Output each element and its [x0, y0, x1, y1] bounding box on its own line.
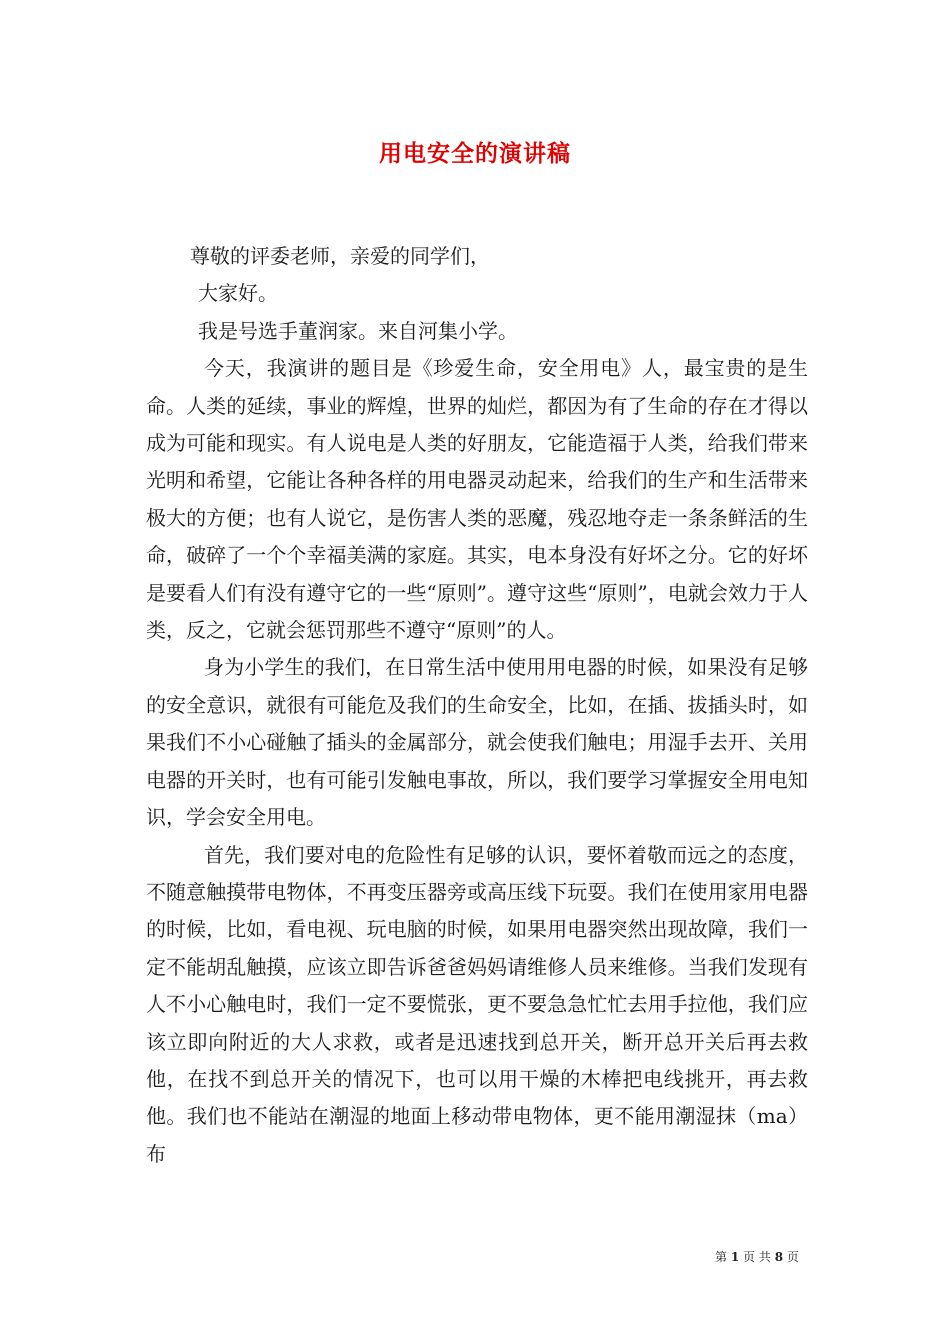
total-pages: 8 — [774, 1250, 784, 1264]
page-mid: 页 共 — [743, 1250, 771, 1264]
self-introduction: 我是号选手董润家。来自河集小学。 — [198, 318, 518, 343]
page-prefix: 第 — [715, 1250, 728, 1264]
page-number — [715, 1248, 799, 1265]
current-page: 1 — [730, 1250, 740, 1264]
paragraph: 今天，我演讲的题目是《珍爱生命，安全用电》人，最宝贵的是生命。人类的延续，事业的辉煌，世界的灿烂，都因为有了生命的存在才得以成为可能和现实。有人说电是人类的好朋友，它能造福于人类，给我们带来光明和希望，它能让各种各样的用电器灵动起来，给我们的生产和生活带来极大的方便；也有人说它，是伤害人类的恶魔，残忍地夺走一条条鲜活的生命，破碎了一个个幸福美满的家庭。其实，电本身没有好坏之分。它的好坏是要看人们有没有遵守它的一些“原则”。遵守这些“原则”，电就会效力于人类，反之，它就会惩罚那些不遵守“原则”的人。 — [146, 356, 808, 643]
paragraph: 首先，我们要对电的危险性有足够的认识，要怀着敬而远之的态度，不随意触摸带电物体，不再变压器旁或高压线下玩耍。我们在使用家用电器的时候，比如，看电视、玩电脑的时候，如果用电器突然出现故障，我们一定不能胡乱触摸，应该立即告诉爸爸妈妈请维修人员来维修。当我们发现有人不小心触电时，我们一定不要慌张，更不要急急忙忙去用手拉他，我们应该立即向附近的大人求救，或者是迅速找到总开关，断开总开关后再去救他，在找不到总开关的情况下，也可以用干燥的木棒把电线挑开，再去救他。我们也不能站在潮湿的地面上移动带电物体，更不能用潮湿抹（ma）布 — [146, 842, 808, 1166]
salutation: 尊敬的评委老师，亲爱的同学们， — [190, 244, 490, 268]
document-title: 用电安全的演讲稿 — [379, 140, 571, 167]
document-body — [146, 238, 808, 1173]
paragraph: 身为小学生的我们，在日常生活中使用用电器的时候，如果没有足够的安全意识，就很有可能危及我们的生命安全，比如，在插、拔插头时，如果我们不小心碰触了插头的金属部分，就会使我们触电；用湿手去开、关用电器的开关时，也有可能引发触电事故，所以，我们要学习掌握安全用电知识，学会安全用电。 — [146, 655, 808, 830]
page-suffix: 页 — [786, 1250, 799, 1264]
greeting: 大家好。 — [198, 281, 278, 306]
